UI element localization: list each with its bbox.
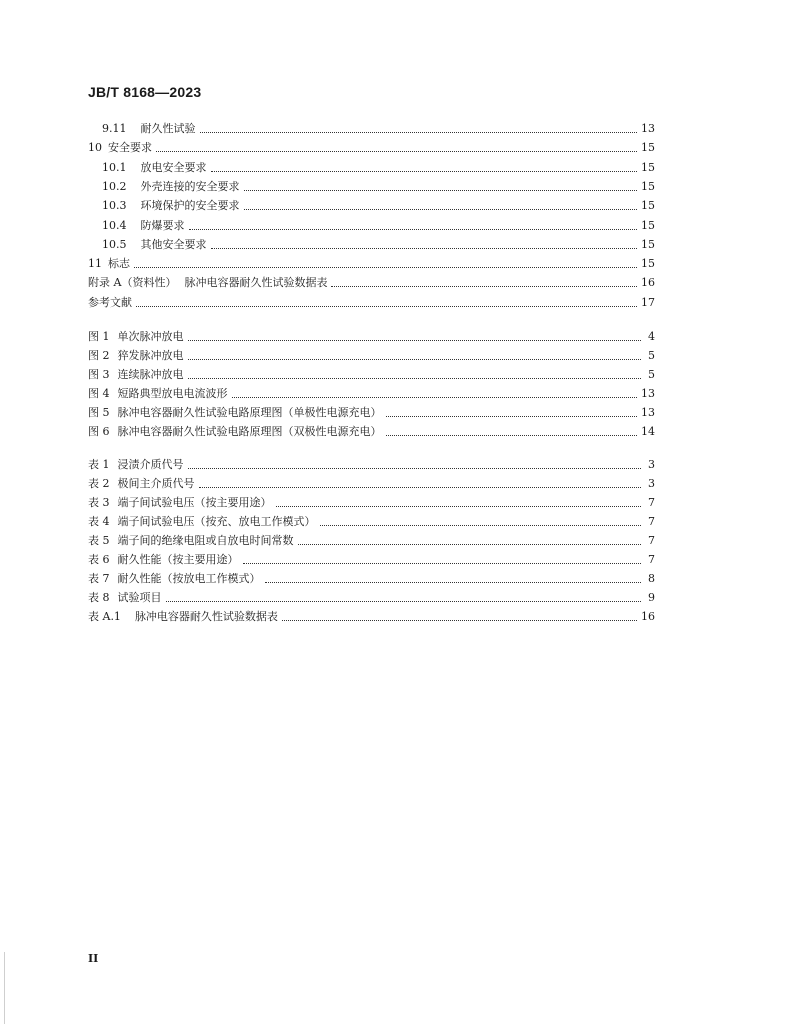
toc-entry-number: 图 5 bbox=[88, 406, 110, 419]
toc-dot-leader bbox=[188, 467, 642, 469]
toc-entry[interactable] bbox=[88, 137, 655, 155]
toc-dot-leader bbox=[265, 581, 642, 583]
toc-entry-title: 单次脉冲放电 bbox=[117, 330, 184, 343]
page-number-footer: II bbox=[88, 952, 99, 965]
toc-entry-number: 10 bbox=[88, 141, 102, 154]
toc-entry[interactable] bbox=[88, 421, 655, 439]
toc-entry-page: 3 bbox=[648, 477, 655, 490]
toc-entry[interactable] bbox=[88, 454, 655, 472]
toc-entry-page: 7 bbox=[648, 534, 655, 547]
toc-dot-leader bbox=[166, 600, 642, 602]
toc-dot-leader bbox=[386, 415, 638, 417]
toc-entry[interactable] bbox=[88, 272, 655, 290]
toc-entry-title: 脉冲电容器耐久性试验电路原理图（单极性电源充电） bbox=[117, 406, 382, 419]
toc-entry[interactable] bbox=[102, 118, 655, 136]
toc-entry-number: 图 1 bbox=[88, 330, 110, 343]
toc-entry-number: 表 5 bbox=[88, 534, 110, 547]
toc-entry-number: 10.3 bbox=[102, 199, 127, 212]
toc-dot-leader bbox=[244, 189, 638, 191]
toc-dot-leader bbox=[243, 562, 642, 564]
toc-entry-page: 8 bbox=[648, 572, 655, 585]
toc-dot-leader bbox=[199, 486, 642, 488]
toc-entry-page: 15 bbox=[641, 141, 655, 154]
toc-entry-page: 4 bbox=[648, 330, 655, 343]
margin-line bbox=[4, 952, 5, 1024]
toc-entry-number: 图 3 bbox=[88, 368, 110, 381]
toc-entry-title: 猝发脉冲放电 bbox=[117, 349, 184, 362]
toc-entry-title: 其他安全要求 bbox=[140, 238, 207, 251]
toc-entry-title: 试验项目 bbox=[117, 591, 162, 604]
toc-entry[interactable] bbox=[102, 157, 655, 175]
toc-entry-title: 端子间的绝缘电阻或自放电时间常数 bbox=[117, 534, 294, 547]
toc-dot-leader bbox=[331, 285, 637, 287]
toc-entry-number: 附录 A（资料性） bbox=[88, 276, 177, 289]
toc-dot-leader bbox=[156, 150, 637, 152]
toc-entry-title: 脉冲电容器耐久性试验电路原理图（双极性电源充电） bbox=[117, 425, 382, 438]
toc-entry-page: 7 bbox=[648, 553, 655, 566]
toc-dot-leader bbox=[386, 434, 638, 436]
toc-entry-page: 16 bbox=[641, 610, 655, 623]
toc-entry-title: 短路典型放电电流波形 bbox=[117, 387, 228, 400]
toc-entry-number: 10.4 bbox=[102, 219, 127, 232]
toc-entry-number: 10.5 bbox=[102, 238, 127, 251]
toc-entry-page: 15 bbox=[641, 238, 655, 251]
toc-entry[interactable] bbox=[88, 587, 655, 605]
toc-entry-number: 9.11 bbox=[102, 122, 127, 135]
toc-dot-leader bbox=[189, 228, 638, 230]
toc-dot-leader bbox=[188, 339, 642, 341]
toc-dot-leader bbox=[276, 505, 642, 507]
toc-dot-leader bbox=[188, 358, 642, 360]
toc-dot-leader bbox=[232, 396, 638, 398]
toc-entry-number: 表 6 bbox=[88, 553, 110, 566]
toc-dot-leader bbox=[244, 208, 638, 210]
toc-entry[interactable] bbox=[88, 473, 655, 491]
toc-entry-title: 浸渍介质代号 bbox=[117, 458, 184, 471]
toc-entry-title: 耐久性能（按放电工作模式） bbox=[117, 572, 261, 585]
toc-entry[interactable] bbox=[102, 176, 655, 194]
toc-entry-page: 13 bbox=[641, 387, 655, 400]
toc-entry-number: 图 6 bbox=[88, 425, 110, 438]
toc-dot-leader bbox=[298, 543, 642, 545]
toc-entry-number: 11 bbox=[88, 257, 102, 270]
toc-entry-title: 参考文献 bbox=[88, 296, 132, 309]
toc-entry-page: 3 bbox=[648, 458, 655, 471]
toc-entry-page: 15 bbox=[641, 161, 655, 174]
toc-entry-number: 表 7 bbox=[88, 572, 110, 585]
toc-entry-title: 耐久性能（按主要用途） bbox=[117, 553, 239, 566]
toc-entry-page: 5 bbox=[648, 349, 655, 362]
toc-entry-number: 10.1 bbox=[102, 161, 127, 174]
toc-dot-leader bbox=[282, 619, 637, 621]
toc-entry-title: 极间主介质代号 bbox=[117, 477, 195, 490]
toc-dot-leader bbox=[136, 305, 637, 307]
toc-entry-page: 14 bbox=[641, 425, 655, 438]
toc-entry-number: 10.2 bbox=[102, 180, 127, 193]
toc-entry[interactable] bbox=[88, 530, 655, 548]
toc-entry-title: 脉冲电容器耐久性试验数据表 bbox=[184, 276, 328, 289]
toc-entry[interactable] bbox=[88, 606, 655, 624]
toc-entry-page: 15 bbox=[641, 199, 655, 212]
toc-entry[interactable] bbox=[88, 568, 655, 586]
toc-entry-title: 放电安全要求 bbox=[140, 161, 207, 174]
toc-entry[interactable] bbox=[88, 402, 655, 420]
toc-entry-number: 表 1 bbox=[88, 458, 110, 471]
toc-entry-page: 13 bbox=[641, 406, 655, 419]
toc-entry-title: 标志 bbox=[108, 257, 130, 270]
toc-dot-leader bbox=[134, 266, 637, 268]
toc-entry[interactable] bbox=[88, 292, 655, 310]
toc-dot-leader bbox=[188, 377, 642, 379]
toc-entry[interactable] bbox=[88, 492, 655, 510]
toc-entry[interactable] bbox=[102, 195, 655, 213]
toc-dot-leader bbox=[211, 170, 638, 172]
toc-entry[interactable] bbox=[102, 215, 655, 233]
toc-entry-title: 端子间试验电压（按充、放电工作模式） bbox=[117, 515, 316, 528]
toc-entry-page: 17 bbox=[641, 296, 655, 309]
toc-dot-leader bbox=[200, 131, 638, 133]
toc-entry-page: 15 bbox=[641, 219, 655, 232]
toc-entry[interactable] bbox=[102, 234, 655, 252]
toc-entry-title: 环境保护的安全要求 bbox=[140, 199, 240, 212]
toc-entry-page: 9 bbox=[648, 591, 655, 604]
toc-entry-number: 表 A.1 bbox=[88, 610, 121, 623]
toc-entry-number: 表 4 bbox=[88, 515, 110, 528]
toc-entry-number: 图 2 bbox=[88, 349, 110, 362]
toc-entry-title: 脉冲电容器耐久性试验数据表 bbox=[134, 610, 278, 623]
toc-entry-title: 端子间试验电压（按主要用途） bbox=[117, 496, 272, 509]
toc-entry-title: 安全要求 bbox=[108, 141, 152, 154]
toc-entry-page: 7 bbox=[648, 515, 655, 528]
toc-entry-page: 15 bbox=[641, 257, 655, 270]
toc-dot-leader bbox=[211, 247, 638, 249]
toc-dot-leader bbox=[320, 524, 642, 526]
toc-entry-number: 表 2 bbox=[88, 477, 110, 490]
toc-entry[interactable] bbox=[88, 511, 655, 529]
toc-entry[interactable] bbox=[88, 364, 655, 382]
toc-entry-title: 外壳连接的安全要求 bbox=[140, 180, 240, 193]
toc-entry-title: 连续脉冲放电 bbox=[117, 368, 184, 381]
document-header-code: JB/T 8168—2023 bbox=[88, 84, 202, 100]
toc-entry-title: 耐久性试验 bbox=[140, 122, 196, 135]
toc-entry-page: 15 bbox=[641, 180, 655, 193]
toc-entry[interactable] bbox=[88, 253, 655, 271]
toc-entry[interactable] bbox=[88, 383, 655, 401]
toc-entry-page: 7 bbox=[648, 496, 655, 509]
toc-entry[interactable] bbox=[88, 326, 655, 344]
toc-entry-title: 防爆要求 bbox=[140, 219, 185, 232]
toc-entry-page: 5 bbox=[648, 368, 655, 381]
toc-entry-number: 图 4 bbox=[88, 387, 110, 400]
toc-entry-number: 表 3 bbox=[88, 496, 110, 509]
toc-entry-number: 表 8 bbox=[88, 591, 110, 604]
toc-entry[interactable] bbox=[88, 549, 655, 567]
toc-entry-page: 13 bbox=[641, 122, 655, 135]
toc-entry[interactable] bbox=[88, 345, 655, 363]
toc-entry-page: 16 bbox=[641, 276, 655, 289]
